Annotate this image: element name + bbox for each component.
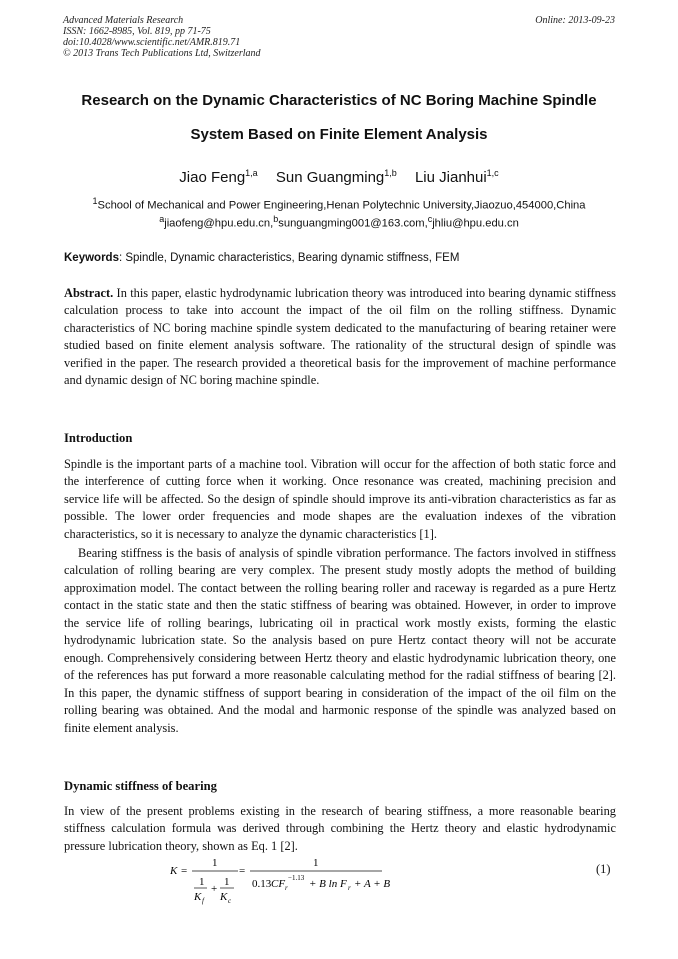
eq-num-2: 1: [313, 857, 319, 869]
eq-kc-sub: c: [228, 897, 232, 905]
section-heading-dynamic-stiffness: Dynamic stiffness of bearing: [64, 779, 217, 793]
author-list: [40, 168, 638, 186]
online-date: Online: 2013-09-23: [535, 15, 615, 26]
eq-cf: CF: [271, 878, 286, 890]
introduction-paragraph-2: Bearing stiffness is the basis of analysis of spindle vibration performance. The factors involved in stiffness calculation of rolling bearing are very complex. The present study mostly adopts the method of building approximation model. The contact between the rolling bearing roller and raceway is regarded as a pure Hertz contact in the static state and then the static stiffness of bearing was obtained. However, in order to improve the service life of rolling bearings, lubricating oil in practical work mostly exists, forming the elastic hydrodynamic lubrication state. So the analysis based on pure Hertz contact theory will not be accurate enough. Comprehensively considering between Hertz theory and elastic hydrodynamic lubrication theory, one of the references has put forward a more reasonable calculating method for the radial stiffness of bearing [2]. In this paper, the dynamic stiffness of support bearing in consideration of the impact of the oil film on the rolling bearing was obtained. And the modal and harmonic response of the spindle was analyzed based on finite element analysis.: [64, 546, 616, 735]
abstract-label: Abstract.: [64, 286, 114, 300]
equation-number: (1): [596, 862, 611, 876]
eq-equals-1: =: [181, 865, 188, 877]
author-emails: $^a$jiaofeng@hpu.edu.cn,$^b$sunguangming001@163.com,$^c$jhliu@hpu.edu.cn: [159, 214, 519, 230]
copyright: © 2013 Trans Tech Publications Ltd, Switzerland: [63, 48, 261, 59]
eq-kc: K: [220, 891, 228, 903]
introduction-heading: Introduction: [64, 431, 133, 445]
eq-kf-sub: f: [202, 897, 204, 905]
issn: ISSN: 1662-8985, Vol. 819, pp 71-75: [63, 26, 211, 37]
eq-b-term: + B ln F: [309, 878, 347, 890]
introduction-paragraph-1: Spindle is the important parts of a machine tool. Vibration will occur for the affection of both static force and the interference of cutting force when it working. Once resonance was created, machining precision and service life will be affected. So the design of spindle should improve its anti-vibration characteristics as far as possible. The lower order frequencies and mode shapes are the evaluation indexes of the vibration characteristics, so it is necessary to analyze the dynamic characteristics [1].: [64, 457, 616, 541]
eq-num-1: 1: [212, 857, 218, 869]
eq-coef: 0.13: [252, 878, 272, 890]
journal-name: Advanced Materials Research: [63, 15, 184, 26]
eq-inner-one-a: 1: [199, 876, 205, 888]
eq-equals-2: =: [239, 865, 246, 877]
eq-fr-sub-1: r: [285, 884, 288, 892]
author-2: Sun Guangming$^{1,b}$: [275, 168, 397, 186]
doi: doi:10.4028/www.scientific.net/AMR.819.71: [63, 37, 241, 48]
eq-kf: K: [194, 891, 202, 903]
eq-fr-sub-2: r: [348, 884, 351, 892]
author-3: Liu Jianhui$^{1,c}$: [414, 168, 499, 186]
equation-1: [0, 852, 678, 912]
eq-lhs: K: [170, 865, 178, 877]
eq-inner-one-b: 1: [224, 876, 230, 888]
section-paragraph-1: In view of the present problems existing in the research of bearing stiffness, a more reasonable bearing stiffness calculation formula was derived through combining the Hertz theory and elastic hydrodynamic pressure lubrication theory, shown as Eq. 1 [2].: [64, 804, 616, 853]
paper-title-line-2: System Based on Finite Element Analysis: [190, 126, 488, 143]
email-b[interactable]: sunguangming001@163.com,: [278, 217, 428, 230]
keywords: Keywords: Spindle, Dynamic characteristics, Bearing dynamic stiffness, FEM: [64, 252, 460, 264]
author-1: Jiao Feng$^{1,a}$: [179, 168, 258, 186]
email-c[interactable]: jhliu@hpu.edu.cn: [432, 217, 519, 230]
eq-a-term: + A + B: [354, 878, 391, 890]
affiliation: $^1$School of Mechanical and Power Engineering,Henan Polytechnic University,Jiaozuo,454000,China: [92, 196, 586, 212]
journal-header: [63, 15, 615, 59]
email-a[interactable]: jiaofeng@hpu.edu.cn,: [164, 217, 274, 230]
eq-plus: +: [211, 883, 218, 895]
eq-exp: −1.13: [288, 874, 305, 882]
paper-title-line-1: Research on the Dynamic Characteristics of NC Boring Machine Spindle: [81, 92, 597, 109]
abstract: Abstract. In this paper, elastic hydrodynamic lubrication theory was introduced into bearing dynamic stiffness calculation process to take into account the impact of the oil film on the rolling stiffness. Dynamic characteristics of NC boring machine spindle system dedicated to the manufacturing of bearing retainer were studied based on finite element analysis software. The rationality of the structural design of spindle was verified in the paper. The research provided a theoretical basis for the improvement of machine performance and dynamic design of NC boring machine spindle.: [64, 286, 616, 388]
